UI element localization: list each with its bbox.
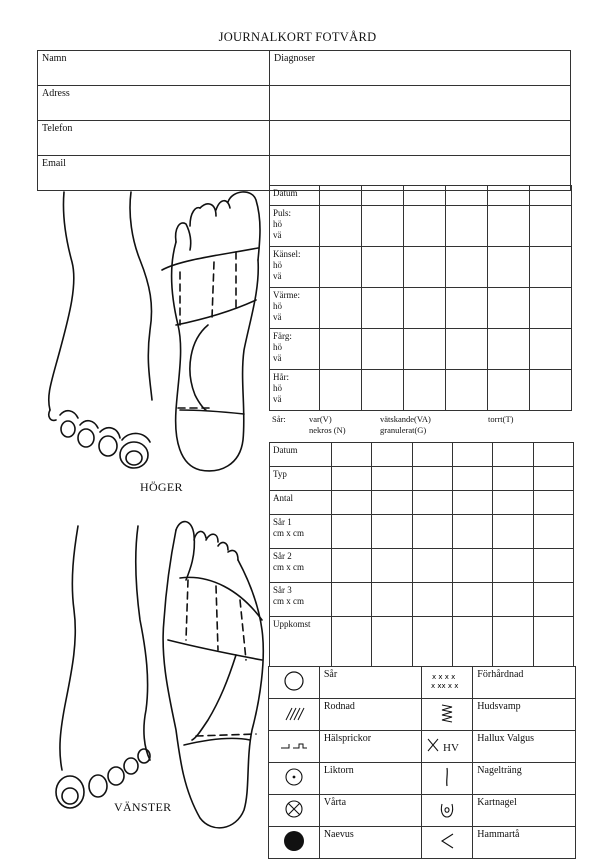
symbol-label: Vårta: [319, 795, 422, 827]
hallux-valgus-text: HV: [443, 742, 460, 754]
wounds-row-label-line: Uppkomst: [273, 619, 311, 629]
naevus-icon: [269, 827, 320, 859]
vitals-row-label-line: vä: [273, 394, 282, 404]
vitals-row-label-line: Värme:: [273, 290, 300, 300]
wounds-row: [270, 549, 574, 583]
wounds-cell[interactable]: [452, 515, 492, 549]
vitals-row-label: [270, 206, 320, 247]
wounds-cell[interactable]: [372, 549, 412, 583]
diagnoses-field-3[interactable]: [270, 121, 571, 156]
wounds-cell[interactable]: [493, 443, 533, 467]
wounds-cell[interactable]: [412, 583, 452, 617]
wounds-cell[interactable]: [332, 467, 372, 491]
wounds-cell[interactable]: [332, 617, 372, 667]
circle-icon: [269, 667, 320, 699]
wounds-cell[interactable]: [493, 617, 533, 667]
vitals-cell[interactable]: [320, 247, 362, 288]
vitals-cell[interactable]: [446, 288, 488, 329]
wounds-row-label-line: Antal: [273, 493, 293, 503]
wounds-cell[interactable]: [452, 491, 492, 515]
vitals-cell[interactable]: [404, 206, 446, 247]
wounds-cell[interactable]: [533, 491, 573, 515]
svg-text:x x x x: x x x x: [432, 673, 456, 681]
wounds-cell[interactable]: [332, 515, 372, 549]
vitals-row-label-line: vä: [273, 312, 282, 322]
vitals-cell[interactable]: [320, 206, 362, 247]
symbol-row: [269, 763, 576, 795]
symbol-label: Hudsvamp: [473, 699, 576, 731]
redness-icon: [269, 699, 320, 731]
vitals-cell[interactable]: [488, 288, 530, 329]
symbol-row: [269, 667, 576, 699]
vitals-cell[interactable]: [404, 288, 446, 329]
wounds-row: [270, 491, 574, 515]
email-label: Email: [42, 158, 66, 169]
wounds-cell[interactable]: [412, 617, 452, 667]
wound-type-torrt: torrt(T): [488, 414, 514, 424]
vitals-cell[interactable]: [362, 329, 404, 370]
wounds-row: [270, 515, 574, 549]
vitals-row: [270, 329, 572, 370]
vitals-cell[interactable]: [320, 288, 362, 329]
wounds-row-label: [270, 549, 332, 583]
hammer-toe-icon: [422, 827, 473, 859]
wounds-row: [270, 617, 574, 667]
svg-text:x xx x x: x xx x x: [431, 682, 459, 690]
vitals-row: [270, 186, 572, 206]
vitals-row-label-line: hö: [273, 301, 282, 311]
vitals-row: [270, 206, 572, 247]
vitals-row-label-line: Puls:: [273, 208, 292, 218]
wounds-row-label: [270, 491, 332, 515]
wounds-row: [270, 467, 574, 491]
wounds-table: [269, 442, 574, 667]
wounds-cell[interactable]: [452, 549, 492, 583]
left-foot-top-view: [56, 526, 150, 808]
wounds-cell[interactable]: [493, 549, 533, 583]
vitals-row-label: [270, 370, 320, 411]
vitals-row-label-line: Datum: [273, 188, 298, 198]
wounds-cell[interactable]: [533, 617, 573, 667]
wounds-row-label-line: Typ: [273, 469, 287, 479]
symbol-label: Hälsprickor: [319, 731, 422, 763]
vitals-row: [270, 247, 572, 288]
vitals-cell[interactable]: [320, 329, 362, 370]
hallux-valgus-icon: [422, 731, 473, 763]
foot-diagrams: [0, 0, 270, 842]
wounds-cell[interactable]: [493, 467, 533, 491]
wounds-cell[interactable]: [372, 491, 412, 515]
vitals-cell[interactable]: [446, 247, 488, 288]
vitals-cell[interactable]: [488, 206, 530, 247]
callus-icon: [422, 667, 473, 699]
wound-type-var: var(V): [309, 414, 332, 424]
wounds-row-label-line: Sår 3: [273, 585, 292, 595]
symbol-label: Sår: [319, 667, 422, 699]
vitals-cell[interactable]: [404, 247, 446, 288]
wounds-cell[interactable]: [493, 583, 533, 617]
symbol-label: Naevus: [319, 827, 422, 859]
diagnoses-field[interactable]: [270, 51, 571, 86]
vitals-cell[interactable]: [530, 247, 572, 288]
vitals-row-label-line: vä: [273, 230, 282, 240]
wounds-cell[interactable]: [412, 443, 452, 467]
wounds-cell[interactable]: [332, 583, 372, 617]
symbol-legend-table: [268, 666, 576, 859]
wounds-cell[interactable]: [533, 549, 573, 583]
vitals-row-label-line: hö: [273, 260, 282, 270]
wounds-row-label-line: cm x cm: [273, 528, 304, 538]
wounds-row-label: [270, 515, 332, 549]
vitals-cell[interactable]: [530, 288, 572, 329]
vitals-cell[interactable]: [488, 370, 530, 411]
address-label: Adress: [42, 88, 70, 99]
wounds-cell[interactable]: [332, 443, 372, 467]
vitals-row-label: [270, 329, 320, 370]
wounds-cell[interactable]: [493, 515, 533, 549]
wounds-cell[interactable]: [452, 443, 492, 467]
wounds-row-label: [270, 443, 332, 467]
vitals-row-label-line: vä: [273, 271, 282, 281]
name-label: Namn: [42, 53, 67, 64]
left-foot-sole-view: [163, 522, 263, 828]
vitals-row-label: [270, 247, 320, 288]
vitals-row: [270, 370, 572, 411]
symbol-row: [269, 699, 576, 731]
vitals-row-label-line: vä: [273, 353, 282, 363]
nail-line-icon: [422, 763, 473, 795]
fungus-icon: [422, 699, 473, 731]
wounds-cell[interactable]: [452, 583, 492, 617]
vitals-cell[interactable]: [530, 329, 572, 370]
vitals-cell[interactable]: [404, 329, 446, 370]
wound-type-vatskande: vätskande(VA): [380, 414, 431, 424]
wounds-cell[interactable]: [372, 515, 412, 549]
vitals-cell[interactable]: [320, 370, 362, 411]
diagnoses-label: Diagnoser: [274, 53, 316, 64]
wounds-cell[interactable]: [533, 515, 573, 549]
symbol-row: [269, 827, 576, 859]
symbol-label: Kartnagel: [473, 795, 576, 827]
vitals-cell[interactable]: [530, 370, 572, 411]
wound-type-nekros: nekros (N): [309, 425, 346, 435]
wounds-cell[interactable]: [412, 491, 452, 515]
vitals-cell[interactable]: [362, 288, 404, 329]
vitals-row-label-line: hö: [273, 383, 282, 393]
wounds-cell[interactable]: [412, 467, 452, 491]
left-foot-label: VÄNSTER: [114, 800, 172, 814]
right-foot-label: HÖGER: [140, 480, 183, 494]
wounds-row: [270, 443, 574, 467]
symbol-label: Hallux Valgus: [473, 731, 576, 763]
heel-crack-icon: [269, 731, 320, 763]
ingrown-nail-icon: [422, 795, 473, 827]
wounds-cell[interactable]: [372, 583, 412, 617]
symbol-label: Nagelträng: [473, 763, 576, 795]
wounds-cell[interactable]: [412, 515, 452, 549]
vitals-cell[interactable]: [362, 186, 404, 206]
vitals-row-label-line: hö: [273, 219, 282, 229]
vitals-cell[interactable]: [404, 370, 446, 411]
diagnoses-field-2[interactable]: [270, 86, 571, 121]
vitals-cell[interactable]: [446, 329, 488, 370]
wounds-row-label-line: cm x cm: [273, 562, 304, 572]
vitals-row-label-line: Färg:: [273, 331, 292, 341]
wounds-cell[interactable]: [412, 549, 452, 583]
vitals-table: [269, 185, 572, 411]
wounds-cell[interactable]: [533, 443, 573, 467]
wounds-cell[interactable]: [452, 617, 492, 667]
vitals-cell[interactable]: [530, 206, 572, 247]
vitals-row-label-line: Känsel:: [273, 249, 301, 259]
wounds-cell[interactable]: [452, 467, 492, 491]
wounds-cell[interactable]: [533, 583, 573, 617]
symbol-label: Rodnad: [319, 699, 422, 731]
vitals-cell[interactable]: [488, 329, 530, 370]
symbol-label: Hammartå: [473, 827, 576, 859]
vitals-cell[interactable]: [446, 370, 488, 411]
wounds-row-label: [270, 617, 332, 667]
vitals-cell[interactable]: [488, 247, 530, 288]
vitals-row: [270, 288, 572, 329]
vitals-cell[interactable]: [488, 186, 530, 206]
vitals-cell[interactable]: [362, 247, 404, 288]
right-foot-top-view: [49, 192, 152, 468]
wounds-cell[interactable]: [372, 443, 412, 467]
wounds-cell[interactable]: [332, 549, 372, 583]
symbol-label: Liktorn: [319, 763, 422, 795]
wounds-cell[interactable]: [372, 617, 412, 667]
corn-icon: [269, 763, 320, 795]
symbol-row: [269, 795, 576, 827]
vitals-cell[interactable]: [362, 370, 404, 411]
vitals-cell[interactable]: [404, 186, 446, 206]
vitals-cell[interactable]: [362, 206, 404, 247]
vitals-cell[interactable]: [320, 186, 362, 206]
vitals-cell[interactable]: [530, 186, 572, 206]
vitals-row-label: [270, 186, 320, 206]
symbol-row: [269, 731, 576, 763]
right-foot-sole-view: [162, 192, 260, 471]
wart-icon: [269, 795, 320, 827]
vitals-row-label-line: Hår:: [273, 372, 289, 382]
wounds-cell[interactable]: [372, 467, 412, 491]
wounds-cell[interactable]: [533, 467, 573, 491]
wounds-row-label: [270, 583, 332, 617]
wounds-cell[interactable]: [493, 491, 533, 515]
vitals-row-label: [270, 288, 320, 329]
wounds-row-label: [270, 467, 332, 491]
page-title: JOURNALKORT FOTVÅRD: [218, 30, 377, 44]
wounds-row-label-line: cm x cm: [273, 596, 304, 606]
wounds-row-label-line: Sår 2: [273, 551, 292, 561]
wounds-cell[interactable]: [332, 491, 372, 515]
vitals-row-label-line: hö: [273, 342, 282, 352]
vitals-cell[interactable]: [446, 206, 488, 247]
wound-type-granulerat: granulerat(G): [380, 425, 427, 435]
wounds-row-label-line: Sår 1: [273, 517, 292, 527]
phone-label: Telefon: [42, 123, 73, 134]
symbol-label: Förhårdnad: [473, 667, 576, 699]
wounds-row: [270, 583, 574, 617]
vitals-cell[interactable]: [446, 186, 488, 206]
wound-legend-label: Sår:: [272, 414, 286, 424]
wounds-row-label-line: Datum: [273, 445, 298, 455]
